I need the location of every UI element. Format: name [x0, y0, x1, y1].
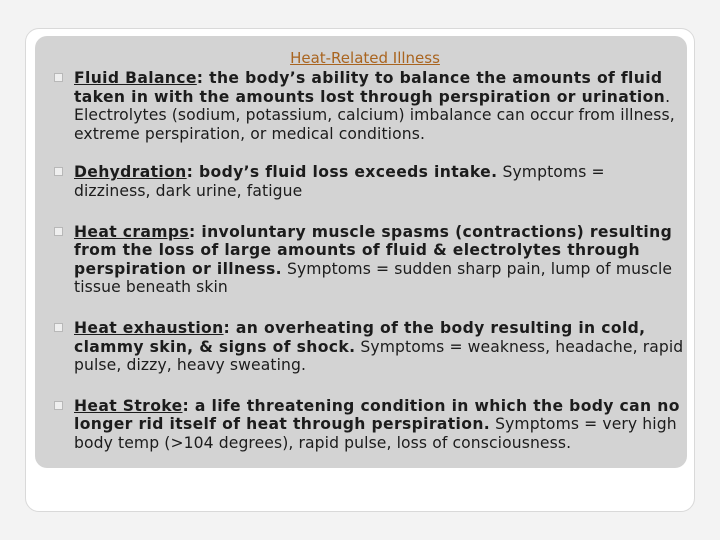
- bullet-marker-icon: [54, 167, 63, 176]
- bullet-list: [54, 69, 684, 473]
- term-fluid-balance: Fluid Balance: [74, 69, 197, 87]
- bullet-marker-icon: [54, 401, 63, 410]
- symptoms-heat-stroke: Symptoms = very high body temp (>104 degrees), rapid pulse, loss of consciousness.: [74, 415, 677, 452]
- term-heat-cramps: Heat cramps: [74, 222, 190, 241]
- symptoms-dehydration: Symptoms = dizziness, dark urine, fatigue: [74, 163, 605, 200]
- slide-title[interactable]: Heat-Related Illness: [290, 49, 440, 67]
- bullet-fluid-balance: [54, 69, 684, 143]
- term-heat-stroke: Heat Stroke: [74, 396, 183, 415]
- definition-heat-cramps: : involuntary muscle spasms (contractions) resulting from the loss of large amounts of fluid & electrolytes through perspiration or illness.: [74, 222, 673, 278]
- bullet-dehydration: [54, 163, 684, 200]
- definition-fluid-balance: : the body’s ability to balance the amounts of fluid taken in with the amounts lost through perspiration or urination: [74, 69, 666, 106]
- symptoms-heat-exhaustion: Symptoms = weakness, headache, rapid pulse, dizzy, heavy sweating.: [74, 337, 684, 375]
- bullet-marker-icon: [54, 73, 63, 82]
- term-heat-exhaustion: Heat exhaustion: [74, 318, 224, 337]
- bullet-marker-icon: [54, 227, 63, 236]
- bullet-heat-cramps: [54, 223, 684, 297]
- term-dehydration: Dehydration: [74, 163, 187, 182]
- bullet-heat-exhaustion: [54, 319, 684, 375]
- details-fluid-balance: . Electrolytes (sodium, potassium, calcium) imbalance can occur from illness, extreme perspiration, or medical conditions.: [74, 87, 675, 143]
- symptoms-heat-cramps: Symptoms = sudden sharp pain, lump of muscle tissue beneath skin: [74, 259, 673, 297]
- definition-heat-stroke: : a life threatening condition in which the body can no longer rid itself of heat through perspiration.: [74, 396, 680, 434]
- definition-heat-exhaustion: : an overheating of the body resulting in cold, clammy skin, & signs of shock.: [74, 318, 646, 356]
- definition-dehydration: : body’s fluid loss exceeds intake.: [186, 163, 498, 182]
- bullet-marker-icon: [54, 323, 63, 332]
- bullet-heat-stroke: [54, 397, 684, 453]
